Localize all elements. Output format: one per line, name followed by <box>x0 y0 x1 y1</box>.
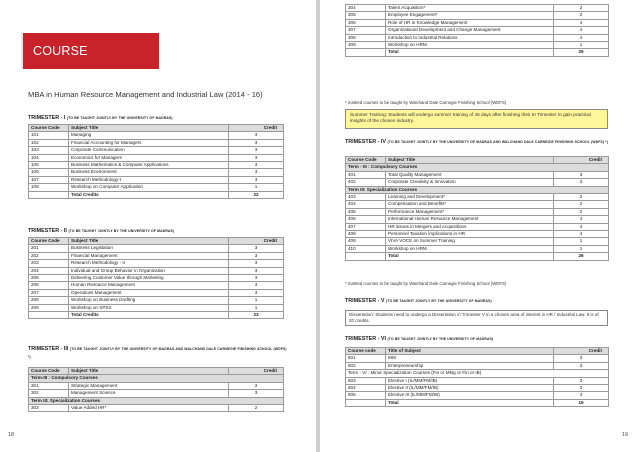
total-label: Total Credits <box>69 191 229 198</box>
course-code-cell: 102 <box>29 139 69 146</box>
trimester-2-note: (TO BE TAUGHT JOINTLY BY THE UNIVERSITY OF MADRAS) <box>68 229 175 233</box>
col-subject-title: Title of Subject <box>386 348 554 355</box>
table-header-row <box>346 348 609 355</box>
trimester-2-title: TRIMESTER - II <box>28 228 67 234</box>
credit-cell: 3 <box>554 171 609 178</box>
subject-title-cell: Research Methodology-I <box>69 176 229 183</box>
section-row <box>346 186 609 193</box>
table-row <box>346 171 609 178</box>
section-label: Term III: Specialization Courses <box>346 186 609 193</box>
credit-cell: 1 <box>554 238 609 245</box>
course-code-cell: 410 <box>346 245 386 252</box>
course-code-cell: 601 <box>346 355 386 362</box>
table-row <box>29 304 284 311</box>
total-code <box>346 49 386 56</box>
table-row <box>346 19 609 26</box>
subject-title-cell: Talent Acquisition* <box>386 5 554 12</box>
trimester-3-heading <box>28 345 288 361</box>
total-label: Total Credits <box>69 312 229 319</box>
table-row <box>346 12 609 19</box>
subject-title-cell: Strategic Management <box>69 382 229 389</box>
col-credit: Credit <box>554 157 609 164</box>
total-credit: 26 <box>554 253 609 260</box>
trimester-4-table <box>345 156 609 261</box>
subject-title-cell: Research Methodology - II <box>69 260 229 267</box>
trimester-2-table <box>28 237 284 319</box>
credit-cell: 4 <box>554 223 609 230</box>
table-row <box>346 377 609 384</box>
trimester-6-title: TRIMESTER - VI <box>345 336 387 342</box>
table-row <box>346 355 609 362</box>
course-code-cell: 402 <box>346 179 386 186</box>
course-code-cell: 205 <box>29 275 69 282</box>
course-code-cell: 209 <box>29 304 69 311</box>
total-credit: 22 <box>229 191 284 198</box>
table-row <box>346 238 609 245</box>
credit-cell: 4 <box>554 34 609 41</box>
table-row <box>346 362 609 369</box>
credit-cell: 3 <box>229 390 284 397</box>
credit-cell: 3 <box>229 267 284 274</box>
credit-cell: 3 <box>229 147 284 154</box>
credit-cell: 3 <box>229 282 284 289</box>
course-code-cell: 206 <box>29 282 69 289</box>
table-row <box>346 27 609 34</box>
table-row <box>346 5 609 12</box>
trimester-3-table <box>28 367 284 412</box>
col-course-code: Course Code <box>346 157 386 164</box>
course-code-cell: 302 <box>29 390 69 397</box>
subject-title-cell: Workshop on HRM <box>386 42 554 49</box>
course-code-cell: 602 <box>346 362 386 369</box>
credit-cell: 2 <box>554 12 609 19</box>
subject-title-cell: Operations Management <box>69 289 229 296</box>
table-row <box>346 385 609 392</box>
table-row <box>29 260 284 267</box>
trimester-6-note: (TO BE TAUGHT JOINTLY BY THE UNIVERSITY OF MADRAS) <box>387 337 494 341</box>
subject-title-cell: Corporate Communication <box>69 147 229 154</box>
subject-title-cell: Corporate Creativity & Innovation <box>386 179 554 186</box>
credit-cell: 1 <box>229 297 284 304</box>
summer-training-note: Summer Training: Students will undergo summer training of 45 days after finishing their III Trimester to gain practical insights of the chosen industry. <box>345 109 608 129</box>
trimester-1-title: TRIMESTER - I <box>28 115 66 121</box>
table-row <box>29 405 284 412</box>
col-credit: Credit <box>229 238 284 245</box>
course-code-cell: 101 <box>29 132 69 139</box>
total-credit: 25 <box>554 49 609 56</box>
credit-cell: 3 <box>229 162 284 169</box>
table-row <box>29 154 284 161</box>
course-code-cell: 305 <box>346 12 386 19</box>
trimester-4-title: TRIMESTER - IV <box>345 139 387 145</box>
subject-title-cell: Elective II (IL/MM/FM/IB) <box>386 385 554 392</box>
table-row <box>29 176 284 183</box>
section-label: Term - III : Compulsory Courses <box>346 164 609 171</box>
subject-title-cell: Human Resource Management <box>69 282 229 289</box>
trimester-5-title: TRIMESTER - V <box>345 298 385 304</box>
trimester-3-continued-rows <box>346 5 609 49</box>
course-code-cell: 304 <box>346 5 386 12</box>
credit-cell: 3 <box>229 154 284 161</box>
total-credit: 15 <box>554 399 609 406</box>
credit-cell: 2 <box>554 194 609 201</box>
subject-title-cell: Performance Management* <box>386 208 554 215</box>
section-label: Term III: Specialization Courses <box>29 397 284 404</box>
subject-title-cell: HR issues in Mergers and Acquisitions <box>386 223 554 230</box>
trimester-6-table <box>345 347 609 407</box>
subject-title-cell: Workshop on SPSS <box>69 304 229 311</box>
trimester-5-note: (TO BE TAUGHT JOINTLY BY THE UNIVERSITY OF MADRAS) <box>386 299 492 303</box>
trimester-1-rows <box>29 132 284 191</box>
trimester-5-heading <box>345 297 492 305</box>
table-row <box>346 34 609 41</box>
table-row <box>346 208 609 215</box>
col-course-code: Course Code <box>29 368 69 375</box>
course-code-cell: 204 <box>29 267 69 274</box>
course-code-cell: 604 <box>346 385 386 392</box>
trimester-4-specialization-rows <box>346 194 609 253</box>
course-code-cell: 409 <box>346 238 386 245</box>
course-code-cell: 104 <box>29 154 69 161</box>
subject-title-cell: Business Environment <box>69 169 229 176</box>
trimester-3-title: TRIMESTER - III <box>28 346 69 352</box>
total-row <box>346 49 609 56</box>
trimester-1-table <box>28 124 284 199</box>
total-label: Total <box>386 253 554 260</box>
subject-title-cell: Economics for Managers <box>69 154 229 161</box>
course-code-cell: 401 <box>346 171 386 178</box>
subject-title-cell: Financial Management <box>69 252 229 259</box>
section-label: Term - VI : Minor Specialization Courses (Fin or Mktg or Fin or IB) <box>346 370 609 377</box>
table-row <box>29 162 284 169</box>
page-number-right: 19 <box>622 432 628 438</box>
trimester-2-rows <box>29 245 284 312</box>
table-row <box>29 275 284 282</box>
col-course-code: Course code <box>346 348 386 355</box>
subject-title-cell: Individual and Group Behavior in Organization <box>69 267 229 274</box>
trimester-4-note: (TO BE TAUGHT JOINTLY BY THE UNIVERSITY OF MADRAS AND WALCHAND DALE CARNEGIE FINISHING SCHOOL (WDFS) *) <box>387 140 609 144</box>
course-code-cell: 407 <box>346 223 386 230</box>
course-code-cell: 103 <box>29 147 69 154</box>
subject-title-cell: Entrepreneurship <box>386 362 554 369</box>
course-code-cell: 108 <box>29 184 69 191</box>
table-row <box>29 282 284 289</box>
trimester-6-heading <box>345 335 493 343</box>
table-header-row <box>29 238 284 245</box>
table-row <box>346 223 609 230</box>
trimester-1-note: (TO BE TAUGHT JOINTLY BY THE UNIVERSITY OF MADRAS) <box>66 116 173 120</box>
wdfs-footnote-2: * marked courses to be taught by Walchand Dale Carnegie Finishing School (WDFS) <box>345 281 507 286</box>
course-code-cell: 203 <box>29 260 69 267</box>
table-row <box>29 169 284 176</box>
credit-cell: 1 <box>554 245 609 252</box>
table-row <box>346 42 609 49</box>
credit-cell: 4 <box>554 27 609 34</box>
section-label: Term-III : Compulsory Courses <box>29 375 284 382</box>
subject-title-cell: Learning and Development* <box>386 194 554 201</box>
credit-cell: 2 <box>554 208 609 215</box>
table-row <box>346 392 609 399</box>
subject-title-cell: VIVA VOCE on Summer Training <box>386 238 554 245</box>
col-credit: Credit <box>229 368 284 375</box>
credit-cell: 2 <box>229 405 284 412</box>
credit-cell: 3 <box>229 275 284 282</box>
trimester-2-heading <box>28 227 174 235</box>
table-row <box>29 147 284 154</box>
credit-cell: 4 <box>554 231 609 238</box>
banner-edge-line <box>21 33 23 69</box>
left-page <box>0 0 316 452</box>
trimester-3-note: (TO BE TAUGHT JOINTLY BY THE UNIVERSITY OF MADRAS AND WALCHAND DALE CARNEGIE FINISHING SCHOOL (WDFS) *) <box>28 347 287 359</box>
course-code-cell: 301 <box>29 382 69 389</box>
section-row <box>29 397 284 404</box>
total-label: Total <box>386 399 554 406</box>
total-code <box>346 253 386 260</box>
section-row <box>346 370 609 377</box>
table-row <box>29 252 284 259</box>
table-row <box>346 194 609 201</box>
subject-title-cell: Financial Accounting for Managers <box>69 139 229 146</box>
program-subtitle: MBA in Human Resource Management and Industrial Law (2014 - 16) <box>28 90 263 99</box>
subject-title-cell: Employee Engagement* <box>386 12 554 19</box>
course-code-cell: 303 <box>29 405 69 412</box>
trimester-3-continued-table <box>345 4 609 57</box>
subject-title-cell: Total Quality Management <box>386 171 554 178</box>
trimester-1-heading <box>28 114 173 122</box>
table-row <box>346 245 609 252</box>
subject-title-cell: Business Legislation <box>69 245 229 252</box>
total-label: Total <box>386 49 554 56</box>
course-code-cell: 307 <box>346 27 386 34</box>
section-row <box>29 375 284 382</box>
trimester-6-core-rows <box>346 355 609 370</box>
table-row <box>29 297 284 304</box>
course-code-cell: 105 <box>29 162 69 169</box>
col-subject-title: Subject Title <box>69 238 229 245</box>
table-header-row <box>346 157 609 164</box>
table-row <box>29 382 284 389</box>
credit-cell: 1 <box>229 304 284 311</box>
dissertation-note: Dissertation: Students need to undergo a Dissertation in Trimester V in a chosen area of interest in HR / Industrial Law. It is of 20 credits. <box>345 310 608 326</box>
table-header-row <box>29 125 284 132</box>
table-row <box>29 132 284 139</box>
wdfs-footnote: * marked courses to be taught by Walchand Dale Carnegie Finishing School (WDFS) <box>345 100 507 105</box>
subject-title-cell: International Human Resource Management <box>386 216 554 223</box>
credit-cell: 3 <box>229 132 284 139</box>
credit-cell: 3 <box>229 245 284 252</box>
course-code-cell: 603 <box>346 377 386 384</box>
credit-cell: 3 <box>554 385 609 392</box>
table-row <box>29 245 284 252</box>
total-code <box>29 191 69 198</box>
credit-cell: 3 <box>229 169 284 176</box>
credit-cell: 4 <box>554 19 609 26</box>
col-subject-title: Subject Title <box>69 125 229 132</box>
total-row <box>29 312 284 319</box>
course-code-cell: 408 <box>346 231 386 238</box>
table-row <box>346 216 609 223</box>
credit-cell: 4 <box>554 216 609 223</box>
credit-cell: 3 <box>229 260 284 267</box>
table-row <box>29 390 284 397</box>
credit-cell: 3 <box>554 179 609 186</box>
subject-title-cell: Workshop on Computer Application <box>69 184 229 191</box>
trimester-4-heading <box>345 138 615 146</box>
subject-title-cell: Role of HR in Knowledge Management <box>386 19 554 26</box>
subject-title-cell: Delivering Customer Value through Marketing <box>69 275 229 282</box>
trimester-3-compulsory-rows <box>29 382 284 397</box>
credit-cell: 3 <box>554 355 609 362</box>
course-code-cell: 404 <box>346 201 386 208</box>
table-row <box>346 201 609 208</box>
col-subject-title: Subject Title <box>69 368 229 375</box>
total-row <box>346 399 609 406</box>
course-code-cell: 308 <box>346 34 386 41</box>
credit-cell: 3 <box>229 176 284 183</box>
trimester-3-specialization-rows <box>29 405 284 412</box>
credit-cell: 3 <box>229 289 284 296</box>
subject-title-cell: Elective I (IL/MM/FM/IB) <box>386 377 554 384</box>
credit-cell: 3 <box>229 139 284 146</box>
table-row <box>346 179 609 186</box>
course-code-cell: 202 <box>29 252 69 259</box>
col-subject-title: Subject Title <box>386 157 554 164</box>
course-code-cell: 208 <box>29 297 69 304</box>
total-row <box>29 191 284 198</box>
subject-title-cell: Workshop on Business Drafting <box>69 297 229 304</box>
subject-title-cell: Personnel Taxation implications in HR <box>386 231 554 238</box>
table-row <box>346 231 609 238</box>
subject-title-cell: Elective III (IL/MM/FM/IB) <box>386 392 554 399</box>
trimester-4-compulsory-rows <box>346 171 609 186</box>
trimester-6-elective-rows <box>346 377 609 399</box>
credit-cell: 1 <box>229 184 284 191</box>
col-course-code: Course Code <box>29 238 69 245</box>
subject-title-cell: Organizational Development and Change Management <box>386 27 554 34</box>
subject-title-cell: MIS <box>386 355 554 362</box>
credit-cell: 1 <box>554 42 609 49</box>
course-code-cell: 406 <box>346 216 386 223</box>
subject-title-cell: Managing <box>69 132 229 139</box>
total-code <box>29 312 69 319</box>
credit-cell: 3 <box>554 377 609 384</box>
course-code-cell: 605 <box>346 392 386 399</box>
table-header-row <box>29 368 284 375</box>
subject-title-cell: Value Added HR* <box>69 405 229 412</box>
course-code-cell: 201 <box>29 245 69 252</box>
total-credit: 23 <box>229 312 284 319</box>
course-code-cell: 403 <box>346 194 386 201</box>
subject-title-cell: Management Science <box>69 390 229 397</box>
course-code-cell: 405 <box>346 208 386 215</box>
subject-title-cell: Compensation and Benefits* <box>386 201 554 208</box>
table-row <box>29 267 284 274</box>
subject-title-cell: Workshop on HRM <box>386 245 554 252</box>
course-code-cell: 306 <box>346 19 386 26</box>
col-course-code: Course Code <box>29 125 69 132</box>
table-row <box>29 184 284 191</box>
subject-title-cell: Business Mathematics & Computer Applications <box>69 162 229 169</box>
course-code-cell: 309 <box>346 42 386 49</box>
total-code <box>346 399 386 406</box>
course-curriculum-banner: COURSE CURRICULUM <box>21 33 159 69</box>
table-row <box>29 289 284 296</box>
credit-cell: 2 <box>554 5 609 12</box>
subject-title-cell: Introduction to Industrial Relations <box>386 34 554 41</box>
credit-cell: 2 <box>554 201 609 208</box>
credit-cell: 3 <box>229 382 284 389</box>
section-row <box>346 164 609 171</box>
course-code-cell: 106 <box>29 169 69 176</box>
credit-cell: 3 <box>554 392 609 399</box>
course-code-cell: 207 <box>29 289 69 296</box>
col-credit: Credit <box>554 348 609 355</box>
col-credit: Credit <box>229 125 284 132</box>
page-number-left: 18 <box>8 432 14 438</box>
total-row <box>346 253 609 260</box>
table-row <box>29 139 284 146</box>
course-code-cell: 107 <box>29 176 69 183</box>
credit-cell: 3 <box>229 252 284 259</box>
credit-cell: 3 <box>554 362 609 369</box>
